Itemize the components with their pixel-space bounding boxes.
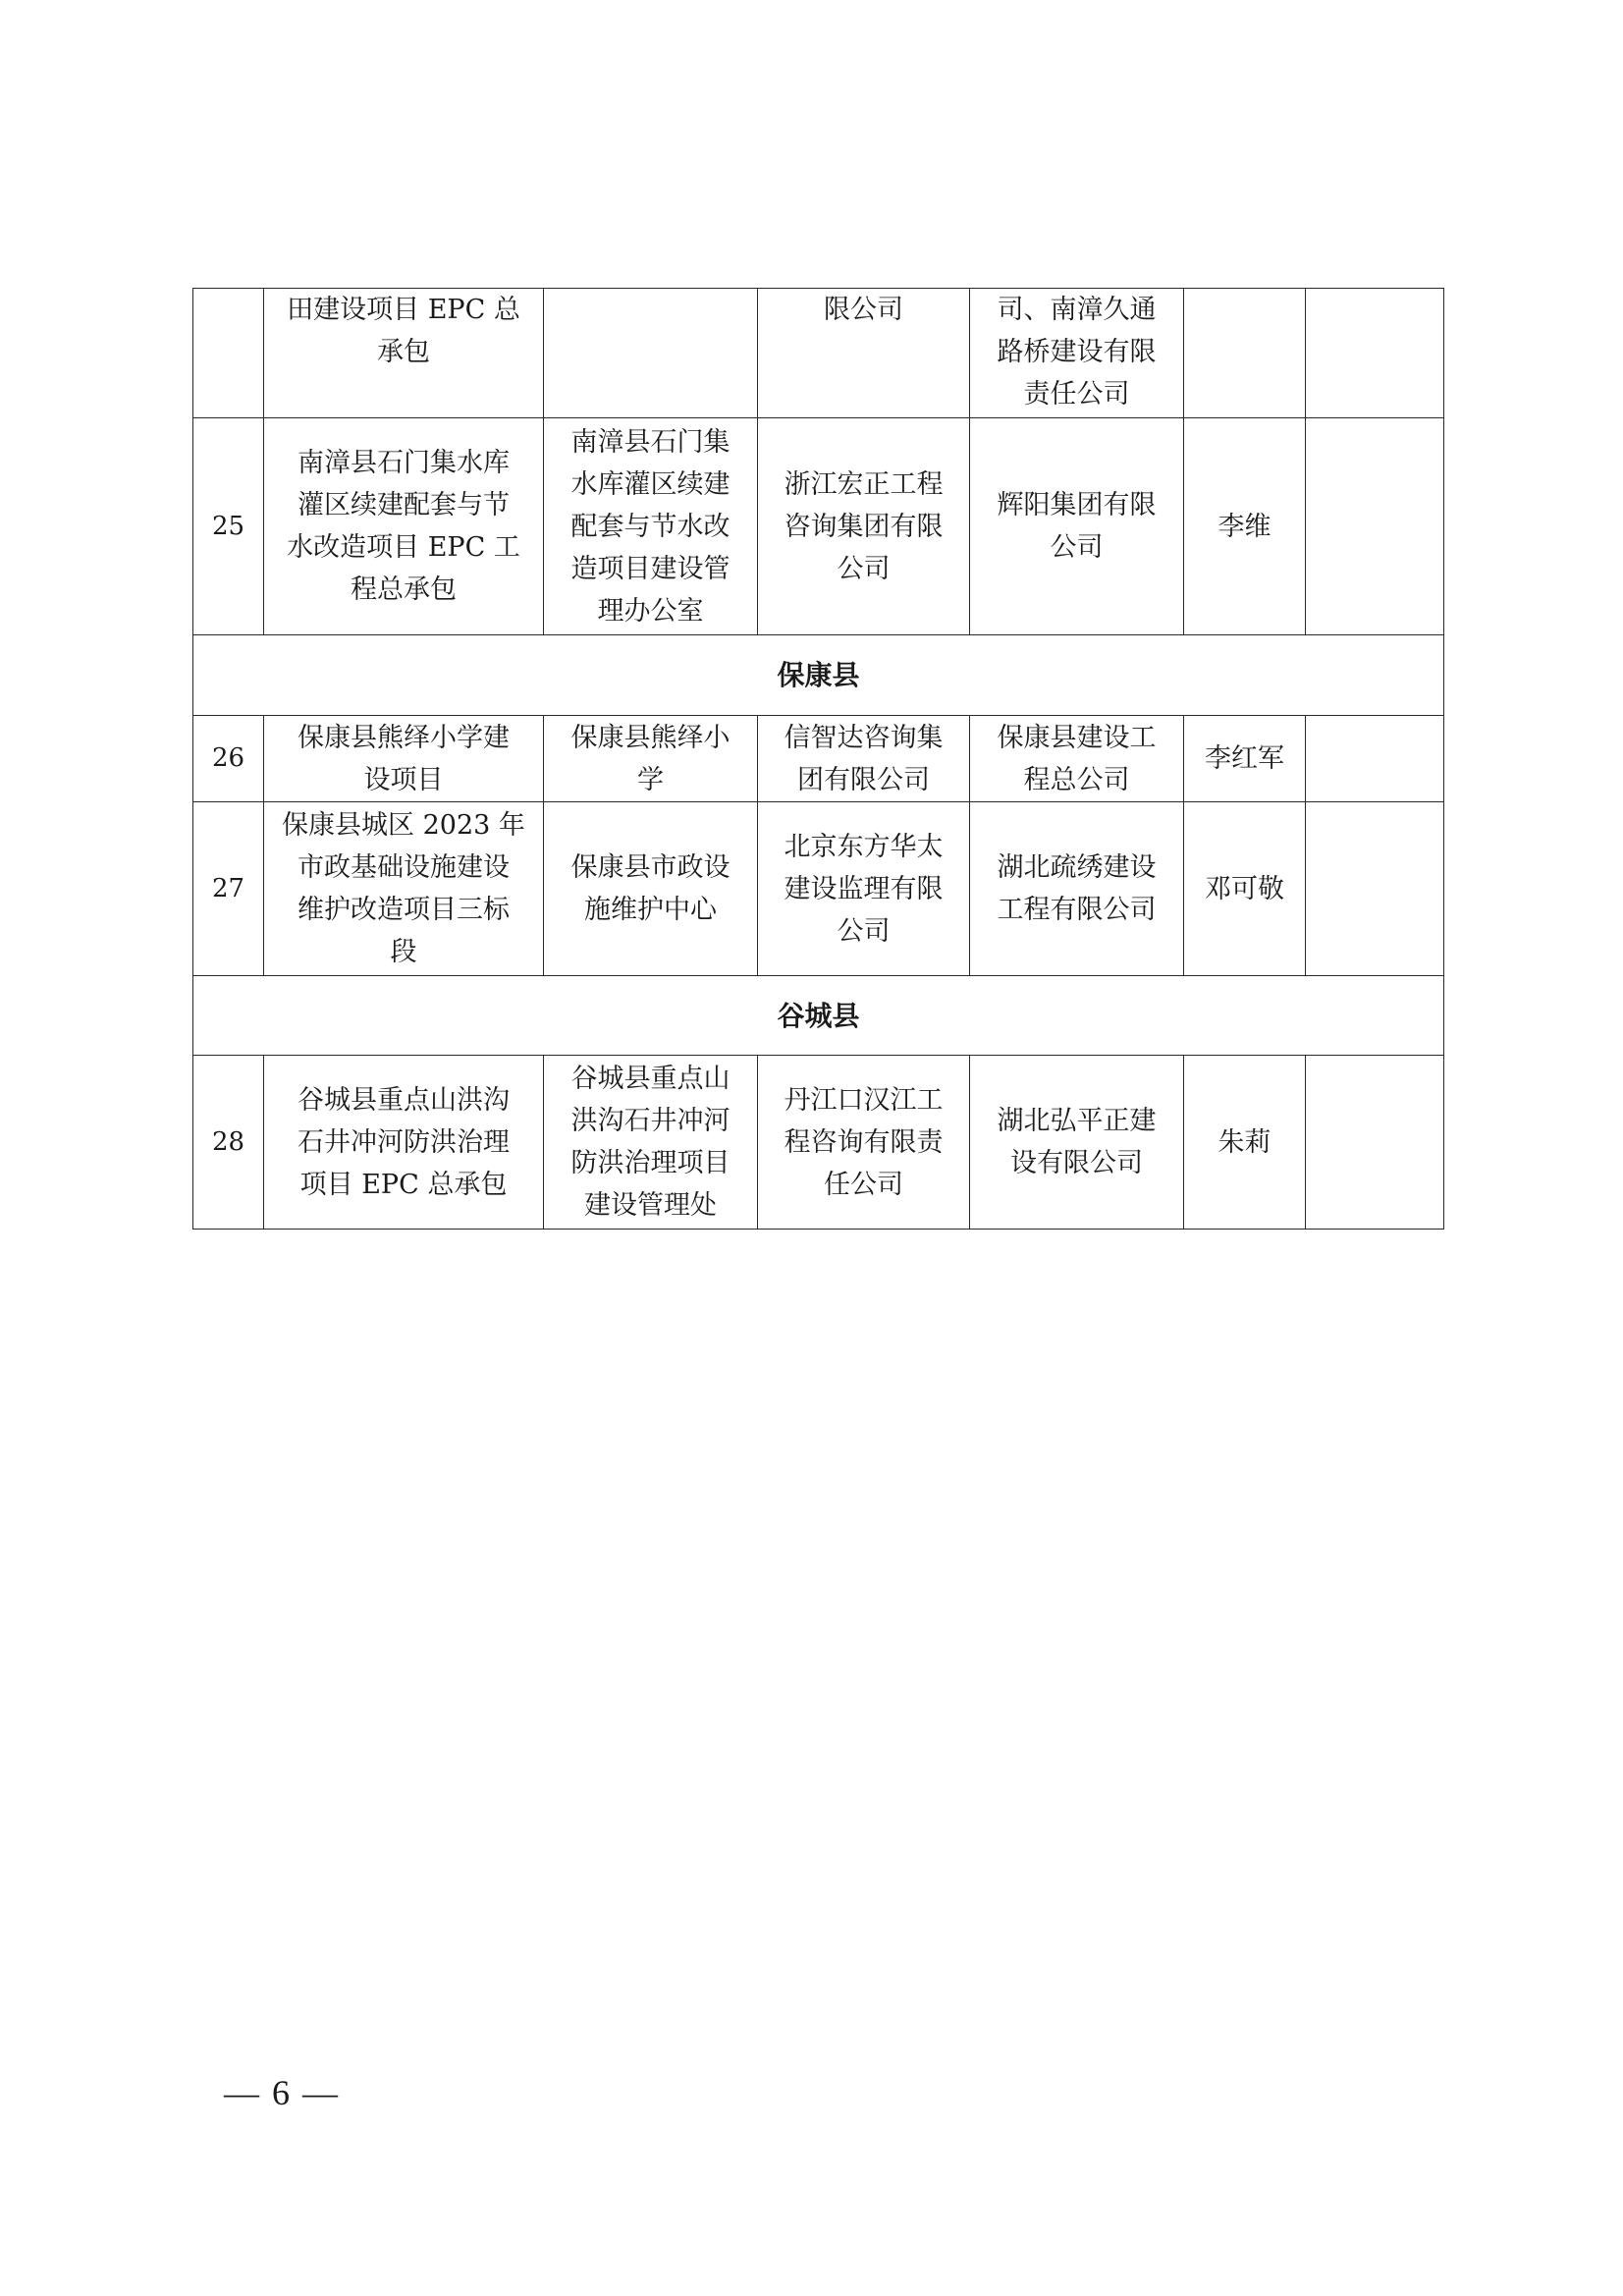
cell-owner: 保康县熊绎小 学 (544, 716, 758, 802)
project-table (192, 288, 1444, 1230)
cell-owner: 保康县市政设 施维护中心 (544, 802, 758, 976)
cell-extra (1306, 289, 1444, 418)
cell-owner (544, 289, 758, 418)
cell-owner: 南漳县石门集 水库灌区续建 配套与节水改 造项目建设管 理办公室 (544, 418, 758, 635)
cell-extra (1306, 802, 1444, 976)
table-row-25 (193, 418, 1444, 635)
table-row-26 (193, 716, 1444, 802)
cell-person: 李维 (1184, 418, 1306, 635)
cell-contractor: 保康县建设工 程总公司 (970, 716, 1184, 802)
table-row-continuation (193, 289, 1444, 418)
cell-contractor: 司、南漳久通 路桥建设有限 责任公司 (970, 289, 1184, 418)
cell-contractor: 湖北弘平正建 设有限公司 (970, 1056, 1184, 1230)
region-heading: 谷城县 (193, 976, 1444, 1056)
region-heading: 保康县 (193, 635, 1444, 716)
region-row-baokang (193, 635, 1444, 716)
cell-project: 保康县熊绎小学建 设项目 (264, 716, 544, 802)
cell-supervisor: 浙江宏正工程 咨询集团有限 公司 (758, 418, 970, 635)
page-number: — 6 — (224, 2073, 340, 2112)
cell-no: 28 (193, 1056, 264, 1230)
cell-extra (1306, 716, 1444, 802)
cell-contractor: 辉阳集团有限 公司 (970, 418, 1184, 635)
cell-supervisor: 信智达咨询集 团有限公司 (758, 716, 970, 802)
cell-person (1184, 289, 1306, 418)
cell-person: 李红军 (1184, 716, 1306, 802)
cell-owner: 谷城县重点山 洪沟石井冲河 防洪治理项目 建设管理处 (544, 1056, 758, 1230)
cell-extra (1306, 418, 1444, 635)
table-row-27 (193, 802, 1444, 976)
cell-project: 谷城县重点山洪沟 石井冲河防洪治理 项目 EPC 总承包 (264, 1056, 544, 1230)
table-row-28 (193, 1056, 1444, 1230)
cell-extra (1306, 1056, 1444, 1230)
cell-person: 邓可敬 (1184, 802, 1306, 976)
cell-project: 保康县城区 2023 年 市政基础设施建设 维护改造项目三标 段 (264, 802, 544, 976)
region-row-gucheng (193, 976, 1444, 1056)
cell-no: 25 (193, 418, 264, 635)
cell-project: 田建设项目 EPC 总 承包 (264, 289, 544, 418)
cell-supervisor: 限公司 (758, 289, 970, 418)
cell-supervisor: 北京东方华太 建设监理有限 公司 (758, 802, 970, 976)
cell-no (193, 289, 264, 418)
cell-contractor: 湖北疏绣建设 工程有限公司 (970, 802, 1184, 976)
cell-no: 26 (193, 716, 264, 802)
cell-supervisor: 丹江口汉江工 程咨询有限责 任公司 (758, 1056, 970, 1230)
cell-project: 南漳县石门集水库 灌区续建配套与节 水改造项目 EPC 工 程总承包 (264, 418, 544, 635)
cell-person: 朱莉 (1184, 1056, 1306, 1230)
cell-no: 27 (193, 802, 264, 976)
